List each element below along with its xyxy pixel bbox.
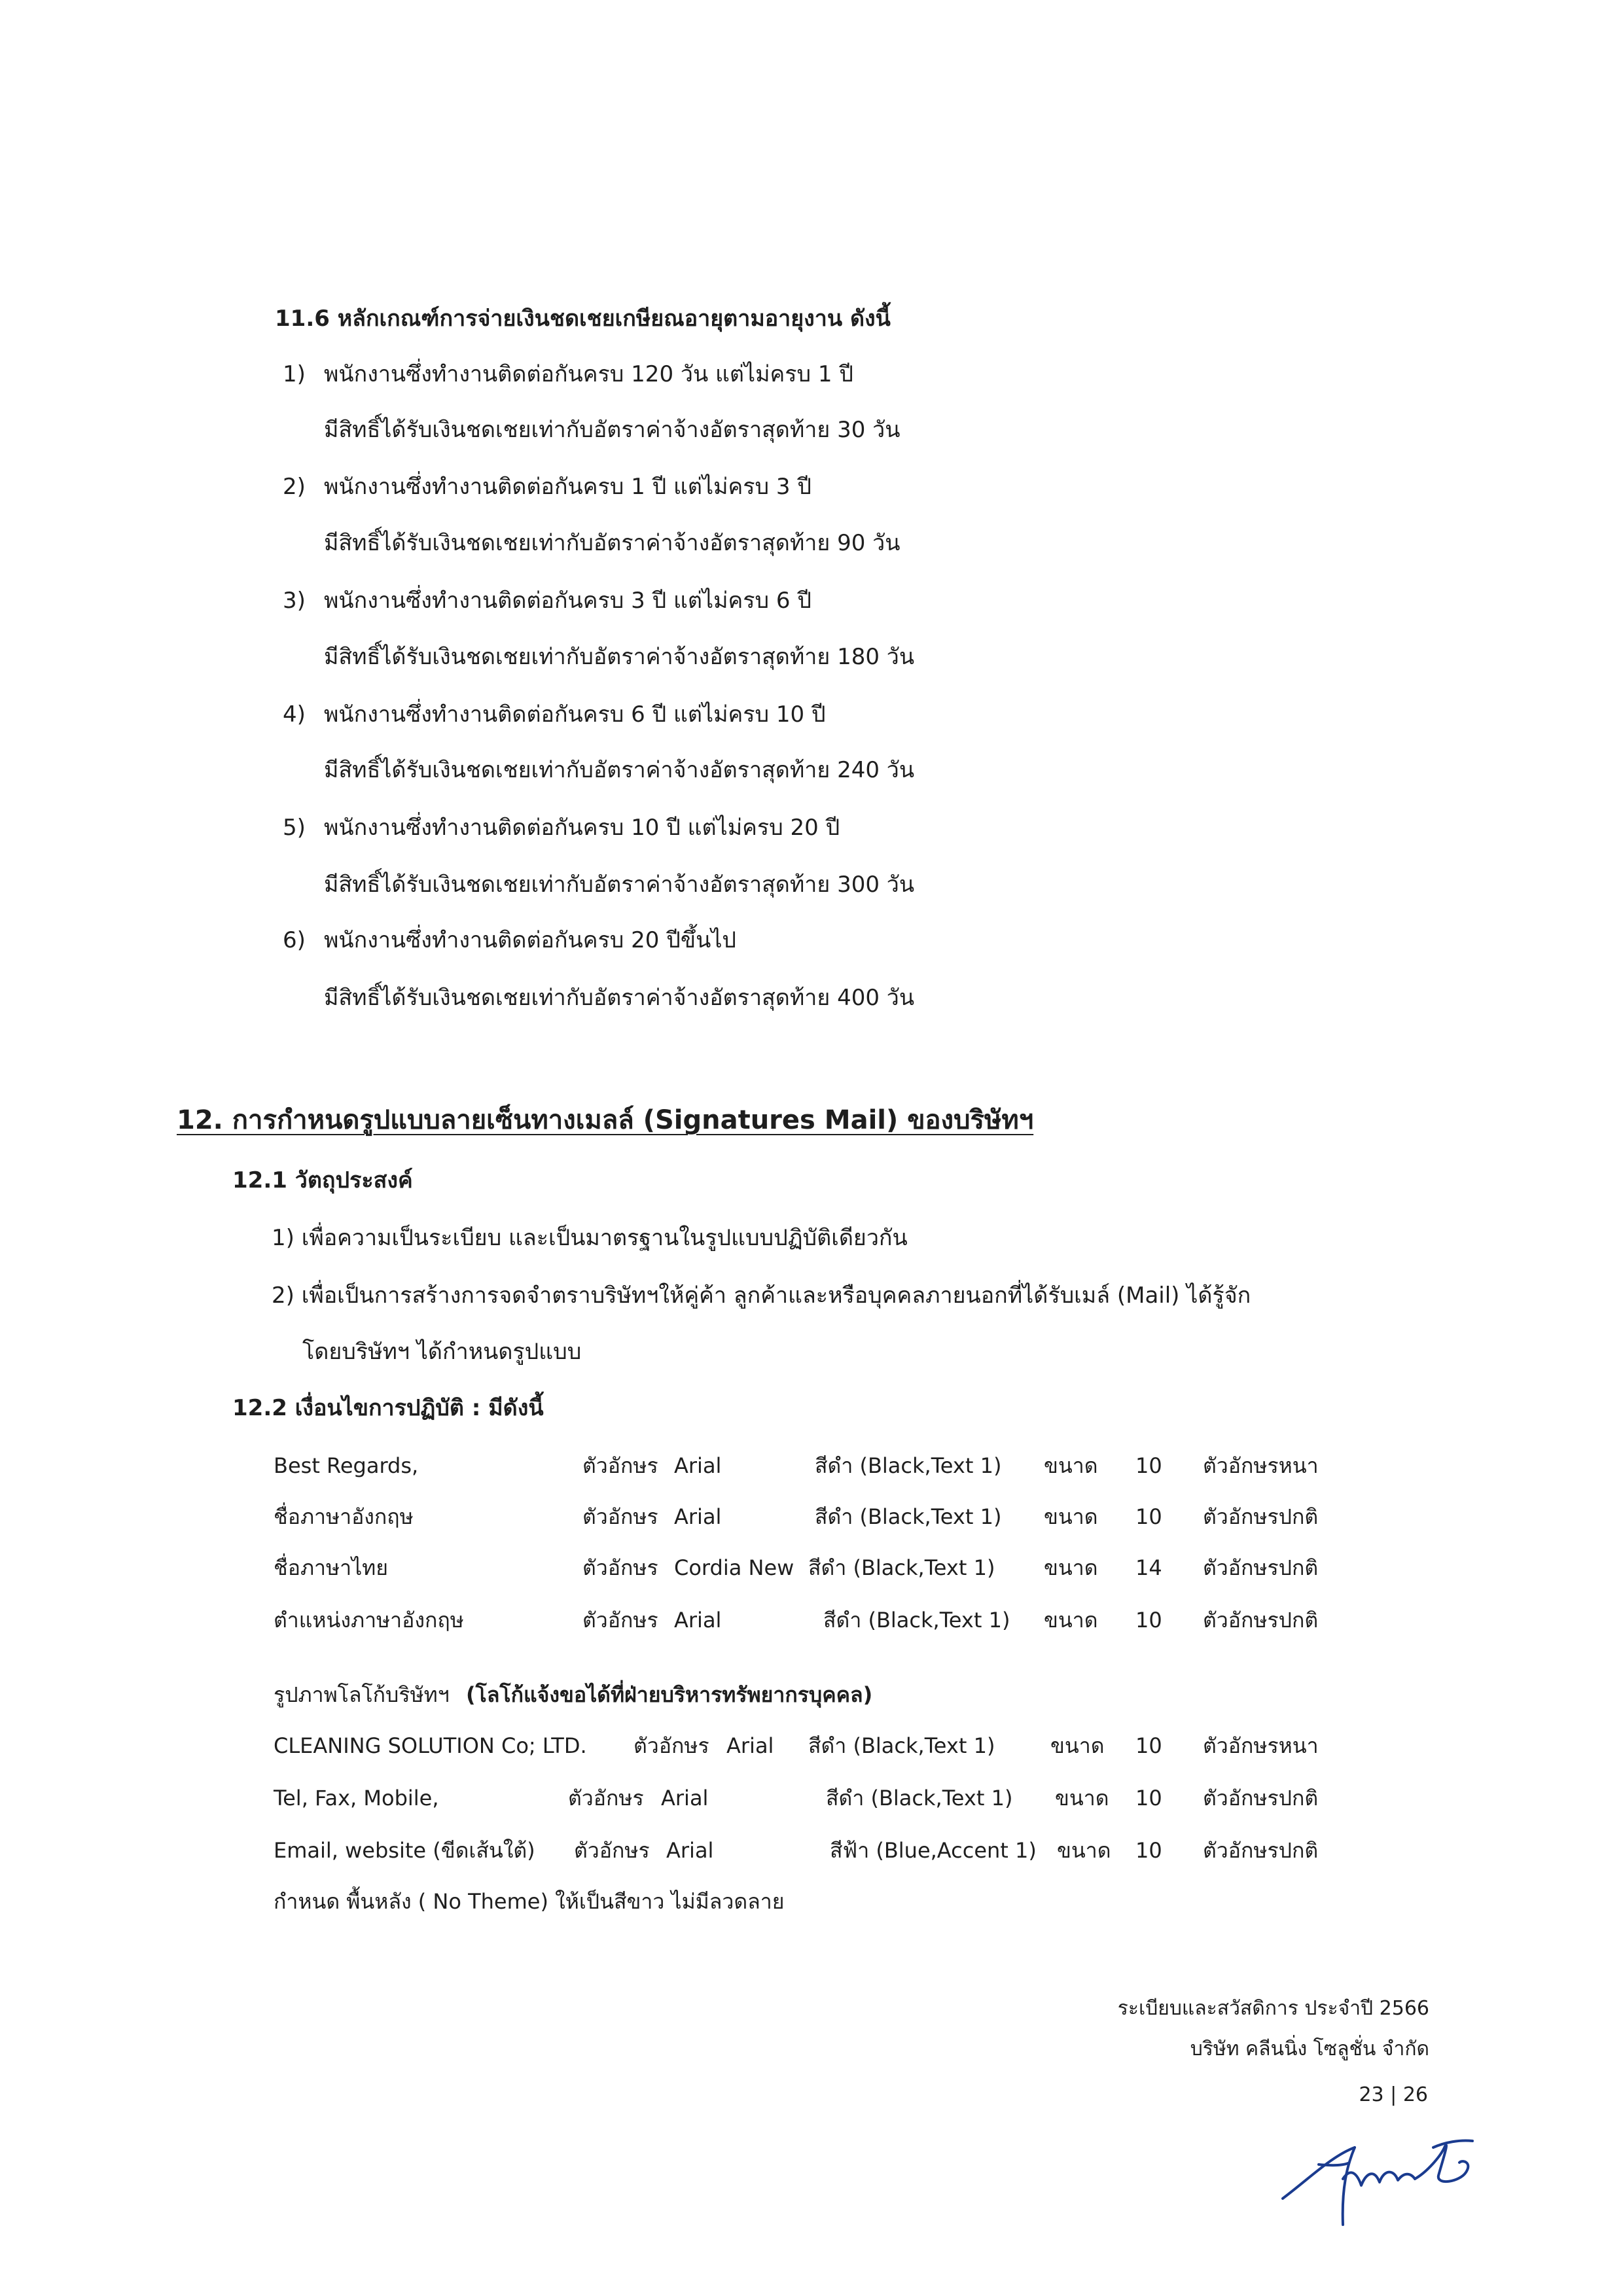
list-item: พนักงานซึ่งทำงานติดต่อกันครบ 10 ปี แต่ไม่ครบ 20 ปี xyxy=(324,815,840,841)
section-12-1-heading: 12.1 วัตถุประสงค์ xyxy=(232,1167,413,1193)
list-item-number: 3) xyxy=(283,588,306,614)
list-item-number: 5) xyxy=(283,815,306,841)
size-value: 14 xyxy=(1135,1555,1162,1580)
list-item-number: 2) xyxy=(283,474,306,500)
list-item-detail: มีสิทธิ์ได้รับเงินชดเชยเท่ากับอัตราค่าจ้างอัตราสุดท้าย 400 วัน xyxy=(324,985,915,1011)
color-value: สีฟ้า (Blue,Accent 1) xyxy=(830,1838,1037,1863)
size-value: 10 xyxy=(1135,1453,1162,1478)
style-value: ตัวอักษรปกติ xyxy=(1203,1504,1319,1529)
size-label: ขนาด xyxy=(1044,1504,1098,1529)
row-label: ชื่อภาษาไทย xyxy=(274,1555,388,1580)
list-item-detail: มีสิทธิ์ได้รับเงินชดเชยเท่ากับอัตราค่าจ้างอัตราสุดท้าย 180 วัน xyxy=(324,644,915,670)
list-item-detail: มีสิทธิ์ได้รับเงินชดเชยเท่ากับอัตราค่าจ้างอัตราสุดท้าย 300 วัน xyxy=(324,872,915,898)
list-item-number: 1) xyxy=(283,361,306,387)
color-value: สีดำ (Black,Text 1) xyxy=(808,1733,995,1758)
logo-note: (โลโก้แจ้งขอได้ที่ฝ่ายบริหารทรัพยากรบุคคล) xyxy=(466,1682,873,1707)
row-label: ชื่อภาษาอังกฤษ xyxy=(274,1504,414,1529)
logo-label: รูปภาพโลโก้บริษัทฯ xyxy=(274,1682,450,1707)
font-value: Arial xyxy=(726,1733,774,1758)
list-item-continuation: โดยบริษัทฯ ได้กำหนดรูปแบบ xyxy=(302,1339,582,1365)
font-label: ตัวอักษร xyxy=(582,1608,658,1633)
size-label: ขนาด xyxy=(1057,1838,1111,1863)
list-item-number: 4) xyxy=(283,701,306,728)
color-value: สีดำ (Black,Text 1) xyxy=(808,1555,995,1580)
size-label: ขนาด xyxy=(1044,1453,1098,1478)
font-label: ตัวอักษร xyxy=(582,1555,658,1580)
row-label: ตำแหน่งภาษาอังกฤษ xyxy=(274,1608,464,1633)
list-item: 1) เพื่อความเป็นระเบียบ และเป็นมาตรฐานในรูปแบบปฏิบัติเดียวกัน xyxy=(272,1225,908,1251)
style-value: ตัวอักษรปกติ xyxy=(1203,1786,1319,1810)
row-label: CLEANING SOLUTION Co; LTD. xyxy=(274,1733,587,1758)
list-item-detail: มีสิทธิ์ได้รับเงินชดเชยเท่ากับอัตราค่าจ้างอัตราสุดท้าย 90 วัน xyxy=(324,530,901,556)
font-value: Arial xyxy=(674,1453,722,1478)
list-item: พนักงานซึ่งทำงานติดต่อกันครบ 6 ปี แต่ไม่ครบ 10 ปี xyxy=(324,701,826,728)
style-value: ตัวอักษรหนา xyxy=(1203,1733,1319,1758)
font-value: Cordia New xyxy=(674,1555,794,1580)
font-value: Arial xyxy=(661,1786,709,1810)
footer-company: บริษัท คลีนนิ่ง โซลูชั่น จำกัด xyxy=(1190,2038,1429,2060)
section-11-6-heading: 11.6 หลักเกณฑ์การจ่ายเงินชดเชยเกษียณอายุตามอายุงาน ดังนี้ xyxy=(275,306,891,332)
color-value: สีดำ (Black,Text 1) xyxy=(826,1786,1013,1810)
size-value: 10 xyxy=(1135,1504,1162,1529)
size-value: 10 xyxy=(1135,1786,1162,1810)
list-item-number: 6) xyxy=(283,927,306,953)
list-item: พนักงานซึ่งทำงานติดต่อกันครบ 3 ปี แต่ไม่ครบ 6 ปี xyxy=(324,588,812,614)
size-value: 10 xyxy=(1135,1608,1162,1633)
font-value: Arial xyxy=(674,1608,722,1633)
size-label: ขนาด xyxy=(1055,1786,1109,1810)
footer-title: ระเบียบและสวัสดิการ ประจำปี 2566 xyxy=(1117,1997,1429,2020)
font-label: ตัวอักษร xyxy=(574,1838,650,1863)
style-value: ตัวอักษรปกติ xyxy=(1203,1838,1319,1863)
row-label: Best Regards, xyxy=(274,1453,419,1478)
list-item: พนักงานซึ่งทำงานติดต่อกันครบ 20 ปีขึ้นไป xyxy=(324,927,736,953)
size-label: ขนาด xyxy=(1050,1733,1105,1758)
signature-icon xyxy=(1270,2127,1492,2238)
font-label: ตัวอักษร xyxy=(633,1733,709,1758)
size-value: 10 xyxy=(1135,1733,1162,1758)
background-note: กำหนด พื้นหลัง ( No Theme) ให้เป็นสีขาว ไม่มีลวดลาย xyxy=(274,1889,785,1914)
size-label: ขนาด xyxy=(1044,1608,1098,1633)
list-item-detail: มีสิทธิ์ได้รับเงินชดเชยเท่ากับอัตราค่าจ้างอัตราสุดท้าย 30 วัน xyxy=(324,417,901,443)
list-item: พนักงานซึ่งทำงานติดต่อกันครบ 1 ปี แต่ไม่ครบ 3 ปี xyxy=(324,474,812,500)
font-label: ตัวอักษร xyxy=(582,1504,658,1529)
section-12-heading: 12. การกำหนดรูปแบบลายเซ็นทางเมลล์ (Signatures Mail) ของบริษัทฯ xyxy=(177,1105,1034,1135)
color-value: สีดำ (Black,Text 1) xyxy=(815,1453,1002,1478)
style-value: ตัวอักษรปกติ xyxy=(1203,1608,1319,1633)
list-item-detail: มีสิทธิ์ได้รับเงินชดเชยเท่ากับอัตราค่าจ้างอัตราสุดท้าย 240 วัน xyxy=(324,757,915,783)
list-item: พนักงานซึ่งทำงานติดต่อกันครบ 120 วัน แต่ไม่ครบ 1 ปี xyxy=(324,361,853,387)
style-value: ตัวอักษรหนา xyxy=(1203,1453,1319,1478)
section-12-2-heading: 12.2 เงื่อนไขการปฏิบัติ : มีดังนี้ xyxy=(232,1395,544,1421)
style-value: ตัวอักษรปกติ xyxy=(1203,1555,1319,1580)
page-number: 23 | 26 xyxy=(1359,2083,1428,2106)
row-label: Email, website (ขีดเส้นใต้) xyxy=(274,1838,535,1863)
size-value: 10 xyxy=(1135,1838,1162,1863)
size-label: ขนาด xyxy=(1044,1555,1098,1580)
color-value: สีดำ (Black,Text 1) xyxy=(823,1608,1010,1633)
font-value: Arial xyxy=(674,1504,722,1529)
row-label: Tel, Fax, Mobile, xyxy=(274,1786,439,1810)
font-value: Arial xyxy=(666,1838,714,1863)
font-label: ตัวอักษร xyxy=(582,1453,658,1478)
list-item: 2) เพื่อเป็นการสร้างการจดจำตราบริษัทฯให้คู่ค้า ลูกค้าและหรือบุคคลภายนอกที่ได้รับเมล์ (Mail) ได้รู้จัก xyxy=(272,1282,1251,1309)
color-value: สีดำ (Black,Text 1) xyxy=(815,1504,1002,1529)
font-label: ตัวอักษร xyxy=(568,1786,644,1810)
